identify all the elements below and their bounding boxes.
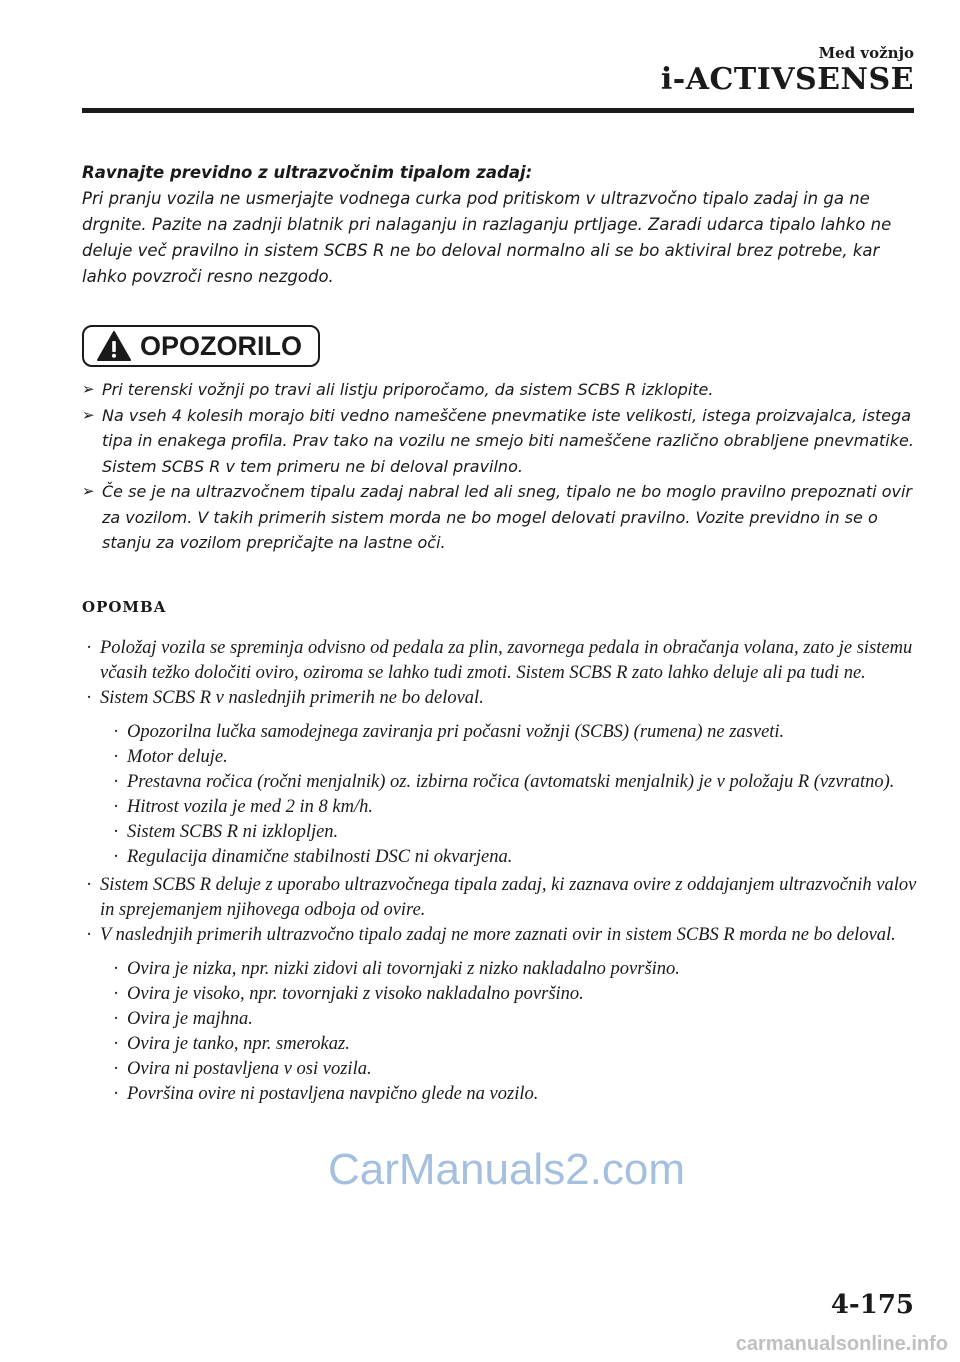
note-subitem: · Ovira je tanko, npr. smerokaz. (113, 1034, 350, 1054)
note-subitem: · Ovira je nizka, npr. nizki zidovi ali tovornjaki z nizko nakladalno površino. (113, 959, 680, 979)
warning-item: ➢ Če se je na ultrazvočnem tipalu zadaj nabral led ali sneg, tipalo ne bo moglo pravilno prepoznati ovir za vozilom. V takih primerih sistem morda ne bo mogel delovati pravilno. Vozite previdno in se o stanju za vozilom prepričajte na lastne oči. (82, 479, 917, 556)
note-subitem: · Opozorilna lučka samodejnega zaviranja pri počasni vožnji (SCBS) (rumena) ne zasveti. (113, 722, 785, 742)
note-subitem: · Površina ovire ni postavljena navpično glede na vozilo. (113, 1084, 539, 1104)
note-subitem: · Motor deluje. (113, 747, 228, 767)
section-label: Med vožnjo (818, 44, 914, 62)
note-sublist (82, 720, 917, 870)
caution-text: Pri pranju vozila ne usmerjajte vodnega curka pod pritiskom v ultrazvočno tipalo zadaj in ga ne drgnite. Pazite na zadnji blatnik pri nalaganju in razlaganju prtljage. Zaradi udarca tipalo lahko ne deluje več pravilno in sistem SCBS R ne bo deloval normalno ali se bo aktiviral brez potrebe, kar lahko povzroči resno nezgodo. (82, 189, 892, 286)
arrow-bullet-icon: ➢ (82, 380, 95, 398)
note-subitem: · Ovira ni postavljena v osi vozila. (113, 1059, 372, 1079)
arrow-bullet-icon: ➢ (82, 482, 95, 500)
chapter-title: i-ACTIVSENSE (660, 62, 914, 97)
header-rule (82, 108, 914, 113)
note-item: · Sistem SCBS R deluje z uporabo ultrazvočnega tipala zadaj, ki zaznava ovire z oddajanjem ultrazvočnih valov in sprejemanjem njihovega odboja od ovire. (86, 875, 917, 920)
note-item: · V naslednjih primerih ultrazvočno tipalo zadaj ne more zaznati ovir in sistem SCBS R morda ne bo deloval. (86, 925, 896, 945)
note-subitem: · Hitrost vozila je med 2 in 8 km/h. (113, 797, 373, 817)
note-subitem: · Prestavna ročica (ročni menjalnik) oz. izbirna ročica (avtomatski menjalnik) je v položaju R (vzvratno). (113, 772, 895, 792)
caution-title: Ravnajte previdno z ultrazvočnim tipalom zadaj: (82, 163, 533, 182)
page-number: 4-175 (830, 1290, 914, 1320)
note-item: · Položaj vozila se spreminja odvisno od pedala za plin, zavornega pedala in obračanja volana, zato je sistemu včasih težko določiti oviro, oziroma se lahko tudi zmoti. Sistem SCBS R zato lahko deluje ali pa tudi ne. (86, 638, 913, 683)
watermark: CarManuals2.com (328, 1145, 686, 1194)
warning-item: ➢ Pri terenski vožnji po travi ali listju priporočamo, da sistem SCBS R izklopite. (82, 377, 917, 403)
warning-item: ➢ Na vseh 4 kolesih morajo biti vedno nameščene pnevmatike iste velikosti, istega proizvajalca, istega tipa in enakega profila. Prav tako na vozilu ne smejo biti nameščene različno obrabljene pnevmatike. Sistem SCBS R v tem primeru ne bi deloval pravilno. (82, 403, 917, 480)
footer-watermark: carmanualsonline.info (735, 1333, 948, 1355)
warning-triangle-icon (96, 330, 132, 362)
warning-list (82, 377, 917, 556)
note-subitem: · Ovira je visoko, npr. tovornjaki z visoko nakladalno površino. (113, 984, 584, 1004)
note-subitem: · Regulacija dinamične stabilnosti DSC ni okvarjena. (113, 847, 513, 867)
note-item: · Sistem SCBS R v naslednjih primerih ne bo deloval. (86, 688, 484, 708)
caution-block (82, 160, 917, 290)
warning-header (82, 325, 320, 367)
arrow-bullet-icon: ➢ (82, 405, 95, 424)
note-list (82, 636, 917, 1110)
note-subitem: · Ovira je majhna. (113, 1009, 253, 1029)
note-subitem: · Sistem SCBS R ni izklopljen. (113, 822, 339, 842)
note-heading: OPOMBA (82, 598, 167, 616)
warning-label: OPOZORILO (140, 330, 302, 361)
note-sublist (82, 957, 917, 1107)
